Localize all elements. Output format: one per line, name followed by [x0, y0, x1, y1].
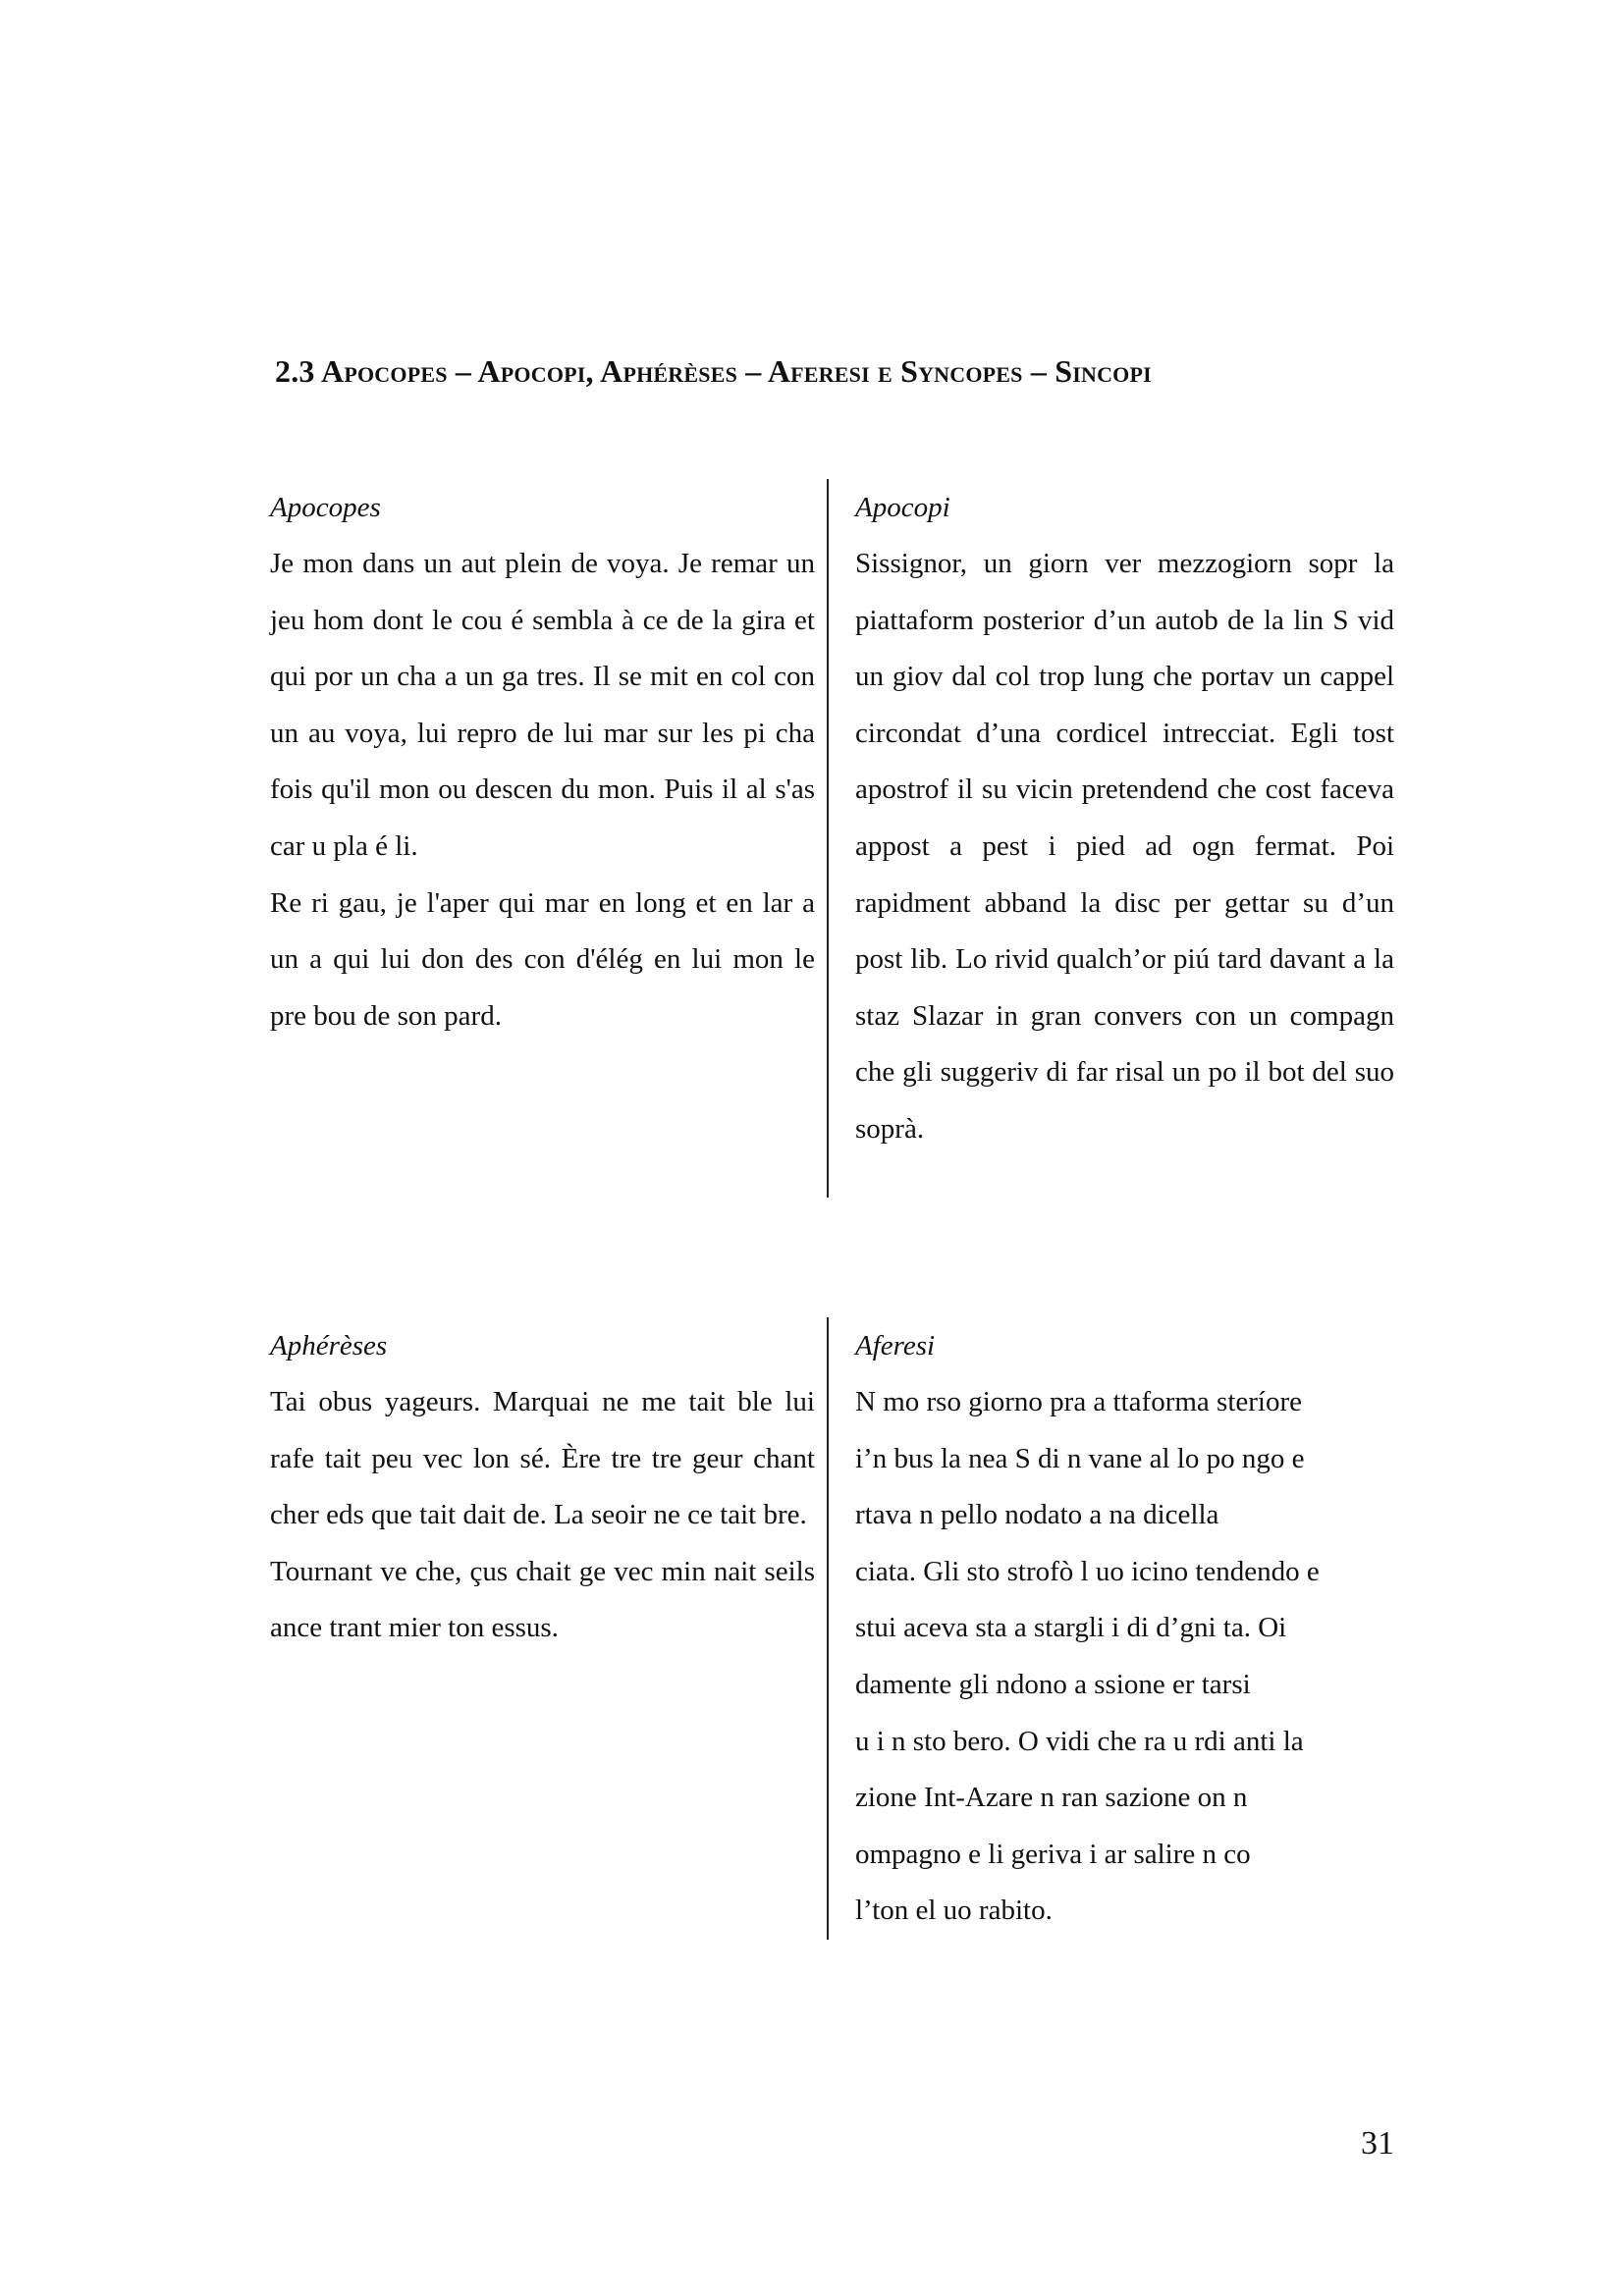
- text-line: l’ton el uo rabito.: [855, 1895, 1053, 1927]
- text-line: zione Int-Azare n ran sazione on n: [855, 1782, 1248, 1814]
- section-heading: 2.3 Apocopes – Apocopi, Aphérèses – Aferesi e Syncopes – Sincopi: [275, 353, 1152, 389]
- column-italian-apocopi: [841, 479, 1394, 1158]
- text-line: N mo rso giorno pra a ttaforma steríore: [855, 1386, 1302, 1417]
- column-divider: [827, 479, 829, 1198]
- column-title-apocopi: Apocopi: [855, 492, 950, 523]
- text-line: damente gli ndono a ssione er tarsi: [855, 1668, 1251, 1700]
- paragraph: Re ri gau, je l'aper qui mar en long et en lar a un a qui lui don des con d'élég en lui mon le pre bou de son pard.: [270, 886, 815, 1032]
- paragraph: Tai obus yageurs. Marquai ne me tait ble lui rafe tait peu vec lon sé. Ère tre tre geur chant cher eds que tait dait de. La seoir ne ce tait bre.: [270, 1386, 815, 1531]
- text-line: u i n sto bero. O vidi che ra u rdi anti la: [855, 1725, 1304, 1757]
- column-italian-aferesi: [841, 1317, 1394, 1940]
- text-line: ompagno e li geriva i ar salire n co: [855, 1838, 1251, 1870]
- column-title-apocopes: Apocopes: [270, 492, 381, 523]
- column-divider: [827, 1317, 829, 1940]
- text-line: stui aceva sta a stargli i di d’gni ta. Oi: [855, 1612, 1287, 1644]
- column-french-aphereses: [270, 1317, 815, 1657]
- text-line: i’n bus la nea S di n vane al lo po ngo e: [855, 1442, 1305, 1474]
- column-french-apocopes: [270, 479, 815, 1044]
- text-line: ciata. Gli sto strofò l uo icino tendendo e: [855, 1555, 1320, 1587]
- paragraph: Tournant ve che, çus chait ge vec min nait seils ance trant mier ton essus.: [270, 1555, 815, 1644]
- paragraph: Sissignor, un giorn ver mezzogiorn sopr la piattaform posterior d’un autob de la lin S vid un giov dal col trop lung che portav un cappel circondat d’una cordicel intrecciat. Egli tost apostrof il su vicin pretendend che cost faceva appost a pest i pied ad ogn fermat. Poi rapidment abband la disc per gettar su d’un post lib. Lo rivid qualch’or piú tard davant a la staz Slazar in gran convers con un compagn che gli suggeriv di far risal un po il bot del suo soprà.: [855, 548, 1394, 1145]
- text-line: rtava n pello nodato a na dicella: [855, 1499, 1219, 1531]
- paragraph: Je mon dans un aut plein de voya. Je remar un jeu hom dont le cou é sembla à ce de la gira et qui por un cha a un ga tres. Il se mit en col con un au voya, lui repro de lui mar sur les pi cha fois qu'il mon ou descen du mon. Puis il al s'as car u pla é li.: [270, 548, 815, 862]
- page-number: 31: [1361, 2125, 1394, 2162]
- column-title-aphereses: Aphérèses: [270, 1330, 388, 1362]
- column-title-aferesi: Aferesi: [855, 1330, 936, 1362]
